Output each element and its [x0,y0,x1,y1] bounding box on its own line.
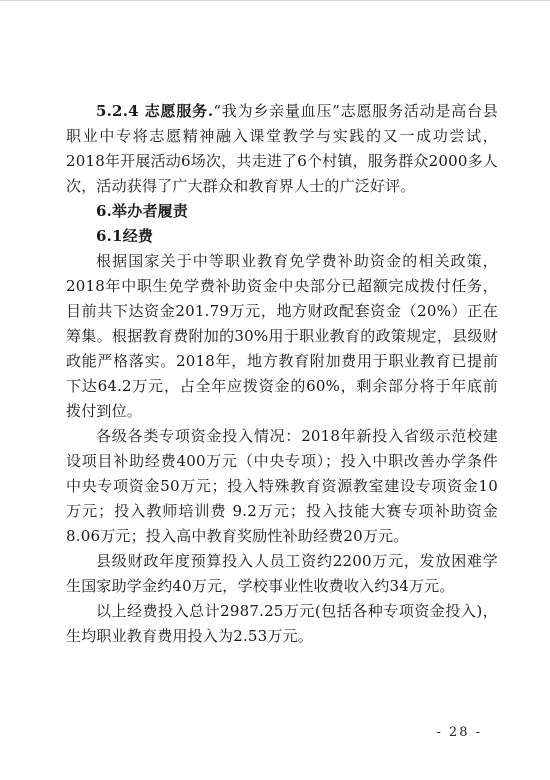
paragraph-5-2-4 [66,99,498,199]
section-heading-6: 6.举办者履责 [96,202,189,220]
paragraph-5-2-4-text: “我为乡亲量血压”志愿服务活动是高台县职业中专将志愿精神融入课堂教学与实践的又一成功尝试，2018年开展活动6场次，共走进了6个村镇，服务群众2000多人次，活动获得了广大群众和教育界人士的广泛好评。 [66,102,498,195]
section-heading-6-1: 6.1经费 [96,227,154,245]
paragraph-special-funds: 各级各类专项资金投入情况：2018年新投入省级示范校建设项目补助经费400万元（中央专项）；投入中职改善办学条件中央专项资金50万元；投入特殊教育资源教室建设专项资金10万元；投入教师培训费 9.2万元；投入技能大赛专项补助资金8.06万元；投入高中教育奖励性补助经费20万元。 [66,427,498,545]
paragraph-funding-policy: 根据国家关于中等职业教育免学费补助资金的相关政策，2018年中职生免学费补助资金中央部分已超额完成拨付任务，目前共下达资金201.79万元，地方财政配套资金（20%）正在筹集。根据教育费附加的30%用于职业教育的政策规定，县级财政能严格落实。2018年，地方教育附加费用于职业教育已提前下达64.2万元，占全年应拨资金的60%，剩余部分将于年底前拨付到位。 [66,252,498,420]
page-number: - 28 - [436,725,482,740]
page-edge [0,0,550,1]
subsection-heading-5-2-4: 5.2.4 志愿服务. [96,102,214,120]
paragraph-county-budget: 县级财政年度预算投入人员工资约2200万元，发放困难学生国家助学金约40万元，学校事业性收费收入约34万元。 [66,552,498,595]
document-body [66,99,498,649]
paragraph-total-funding: 以上经费投入总计2987.25万元(包括各种专项资金投入)，生均职业教育费用投入为2.53万元。 [66,602,498,645]
